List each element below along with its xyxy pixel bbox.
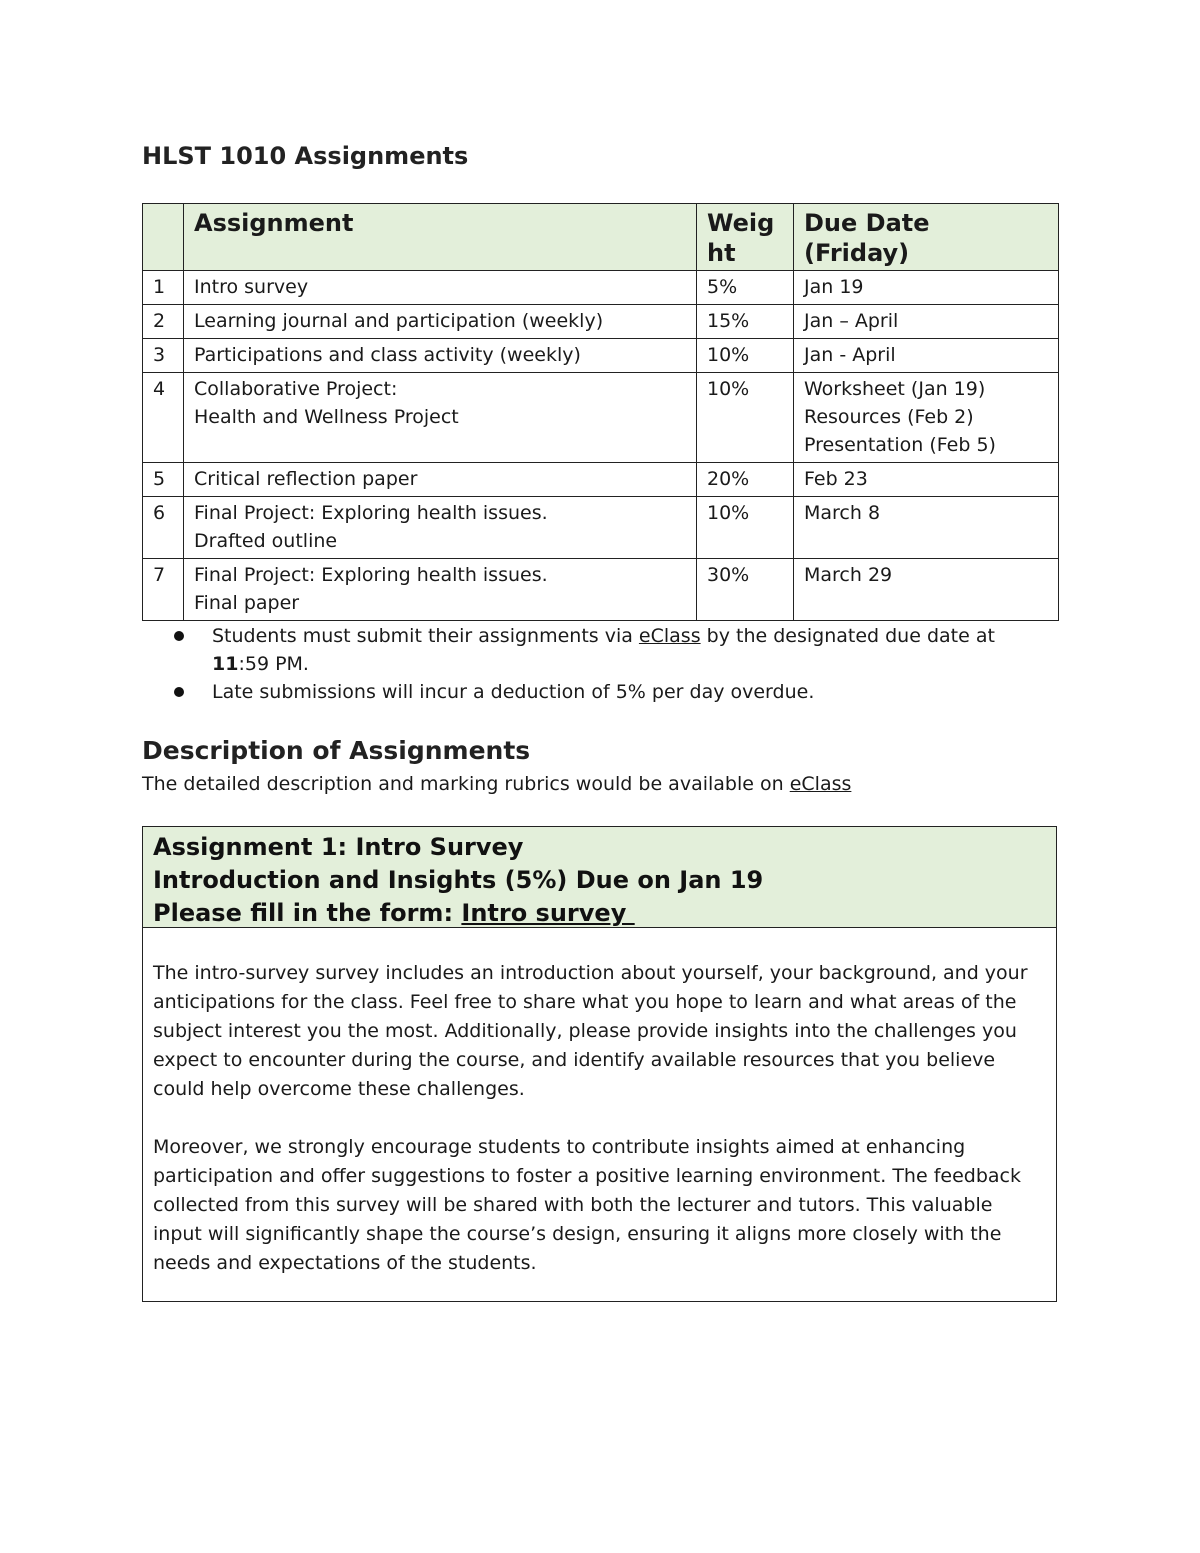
row-assignment-line: Final Project: Exploring health issues. (194, 502, 548, 524)
header-assignment: Assignment (184, 204, 697, 271)
row-due-date (794, 463, 1059, 497)
row-due-date (794, 559, 1059, 621)
header-due-line1: Due Date (804, 209, 930, 237)
eclass-link[interactable]: eClass (789, 773, 852, 795)
table-header-row (143, 204, 1059, 271)
row-weight: 5% (697, 271, 794, 305)
section-heading: Description of Assignments (142, 736, 531, 765)
description-text: The detailed description and marking rubrics would be available on (142, 773, 790, 795)
row-due-line: Jan 19 (804, 276, 864, 298)
header-weight-line2: ht (707, 239, 736, 267)
assignments-table (142, 203, 1059, 621)
note-text: :59 PM. (238, 653, 309, 675)
row-weight: 10% (697, 373, 794, 463)
row-assignment (184, 559, 697, 621)
row-assignment (184, 271, 697, 305)
form-label: Please fill in the form: (153, 899, 462, 927)
row-assignment-line: Health and Wellness Project (194, 406, 459, 428)
assignment1-paragraph: Moreover, we strongly encourage students to contribute insights aimed at enhancing participation and offer suggestions to foster a positive learning environment. The feedback collected from this survey will be shared with both the lecturer and tutors. This valuable input will significantly shape the course’s design, ensuring it aligns more closely with the needs and expectations of the students. (153, 1136, 1021, 1274)
row-number: 4 (143, 373, 184, 463)
header-weight (697, 204, 794, 271)
row-assignment (184, 373, 697, 463)
assignment1-header (143, 827, 1056, 928)
row-due-date (794, 305, 1059, 339)
note-text: Students must submit their assignments via (212, 625, 639, 647)
row-due-line: Feb 23 (804, 468, 868, 490)
section-description (142, 770, 851, 798)
row-due-line: Jan – April (804, 310, 899, 332)
row-assignment-line: Participations and class activity (weekly) (194, 344, 581, 366)
row-assignment (184, 497, 697, 559)
table-row (143, 339, 1059, 373)
row-assignment-line: Final Project: Exploring health issues. (194, 564, 548, 586)
submission-notes (172, 622, 1052, 706)
table-row (143, 497, 1059, 559)
row-assignment-line: Critical reflection paper (194, 468, 418, 490)
row-assignment-line: Final paper (194, 592, 300, 614)
row-weight: 20% (697, 463, 794, 497)
header-weight-line1: Weig (707, 209, 775, 237)
list-item (172, 678, 1052, 706)
row-assignment-line: Intro survey (194, 276, 309, 298)
row-weight: 10% (697, 339, 794, 373)
eclass-link[interactable]: eClass (638, 625, 701, 647)
row-assignment (184, 463, 697, 497)
row-due-line: March 29 (804, 564, 893, 586)
table-row (143, 463, 1059, 497)
table-row (143, 271, 1059, 305)
row-number: 7 (143, 559, 184, 621)
row-number: 2 (143, 305, 184, 339)
assignment1-box (142, 826, 1057, 1302)
row-due-line: March 8 (804, 502, 881, 524)
row-due-line: Jan - April (804, 344, 896, 366)
header-number (143, 204, 184, 271)
note-bold-text: 11 (212, 653, 239, 675)
bullet-icon (174, 631, 184, 641)
header-due-date (794, 204, 1059, 271)
row-due-date (794, 497, 1059, 559)
header-due-line2: (Friday) (804, 239, 910, 267)
assignment1-form-line (153, 897, 1046, 930)
row-number: 5 (143, 463, 184, 497)
row-weight: 15% (697, 305, 794, 339)
intro-survey-link[interactable]: Intro survey (461, 899, 635, 927)
assignment1-body (143, 928, 1056, 1278)
row-assignment (184, 305, 697, 339)
row-weight: 30% (697, 559, 794, 621)
row-assignment-line: Collaborative Project: (194, 378, 398, 400)
table-row (143, 305, 1059, 339)
note-text: Late submissions will incur a deduction of 5% per day overdue. (212, 681, 815, 703)
table-row (143, 373, 1059, 463)
row-due-date (794, 271, 1059, 305)
row-due-date (794, 339, 1059, 373)
row-number: 1 (143, 271, 184, 305)
table-row (143, 559, 1059, 621)
row-number: 3 (143, 339, 184, 373)
note-text: by the designated due date at (700, 625, 995, 647)
row-due-line: Worksheet (Jan 19) (804, 378, 986, 400)
row-number: 6 (143, 497, 184, 559)
row-assignment (184, 339, 697, 373)
row-due-date (794, 373, 1059, 463)
assignment1-subtitle: Introduction and Insights (5%) Due on Jan 19 (153, 866, 764, 894)
row-due-line: Resources (Feb 2) (804, 406, 974, 428)
assignment1-paragraph: The intro-survey survey includes an introduction about yourself, your background, and your anticipations for the class. Feel free to share what you hope to learn and what areas of the subject interest you the most. Additionally, please provide insights into the challenges you expect to encounter during the course, and identify available resources that you believe could help overcome these challenges. (153, 962, 1028, 1100)
assignment1-title: Assignment 1: Intro Survey (153, 833, 524, 861)
row-weight: 10% (697, 497, 794, 559)
row-assignment-line: Learning journal and participation (weekly) (194, 310, 604, 332)
row-assignment-line: Drafted outline (194, 530, 338, 552)
row-due-line: Presentation (Feb 5) (804, 434, 996, 456)
bullet-icon (174, 687, 184, 697)
list-item (172, 622, 1052, 678)
page-title: HLST 1010 Assignments (142, 142, 469, 170)
